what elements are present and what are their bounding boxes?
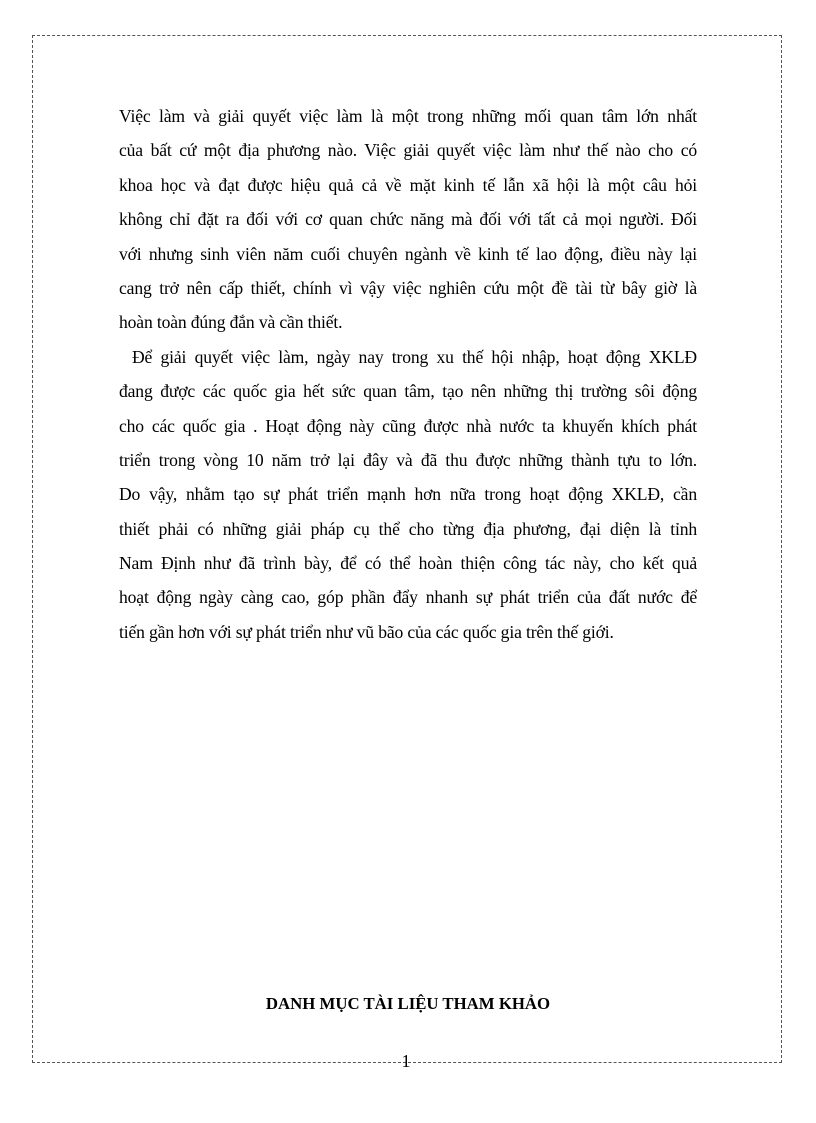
text-line: thiết phải có những giải pháp cụ thể cho từng địa phương, đại diện là tỉnh [119, 518, 697, 539]
document-body [119, 99, 697, 649]
text-line: cho các quốc gia . Hoạt động này cũng được nhà nước ta khuyến khích phát [119, 415, 697, 436]
text-line: với nhưng sinh viên năm cuối chuyên ngành về kinh tế lao động, điều này lại [119, 243, 697, 264]
text-line: hoàn toàn đúng đắn và cần thiết. [119, 312, 343, 333]
paragraph-1 [119, 99, 697, 340]
text-line: của bất cứ một địa phương nào. Việc giải quyết việc làm như thế nào cho có [119, 140, 697, 161]
text-line: Do vậy, nhằm tạo sự phát triển mạnh hơn nữa trong hoạt động XKLĐ, cần [119, 484, 697, 505]
page-number: 1 [401, 1051, 411, 1071]
text-line: Việc làm và giải quyết việc làm là một trong những mối quan tâm lớn nhất [119, 106, 697, 126]
paragraph-2 [119, 340, 697, 650]
text-line: đang được các quốc gia hết sức quan tâm, tạo nên những thị trường sôi động [119, 381, 697, 402]
text-line: không chỉ đặt ra đối với cơ quan chức năng mà đối với tất cả mọi người. Đối [119, 209, 697, 230]
text-line: hoạt động ngày càng cao, góp phần đẩy nhanh sự phát triển của đất nước để [119, 587, 697, 608]
text-line: Nam Định như đã trình bày, để có thể hoàn thiện công tác này, cho kết quả [119, 553, 697, 574]
text-line: cang trở nên cấp thiết, chính vì vậy việc nghiên cứu một đề tài từ bây giờ là [119, 277, 697, 298]
references-heading: DANH MỤC TÀI LIỆU THAM KHẢO [265, 994, 551, 1013]
text-line: triển trong vòng 10 năm trở lại đây và đã thu được những thành tựu to lớn. [119, 449, 697, 470]
text-line: Để giải quyết việc làm, ngày nay trong xu thế hội nhập, hoạt động XKLĐ [132, 346, 697, 367]
text-line: khoa học và đạt được hiệu quả cả về mặt kinh tế lẫn xã hội là một câu hỏi [119, 174, 697, 195]
text-line: tiến gần hơn với sự phát triển như vũ bão của các quốc gia trên thế giới. [119, 621, 614, 642]
